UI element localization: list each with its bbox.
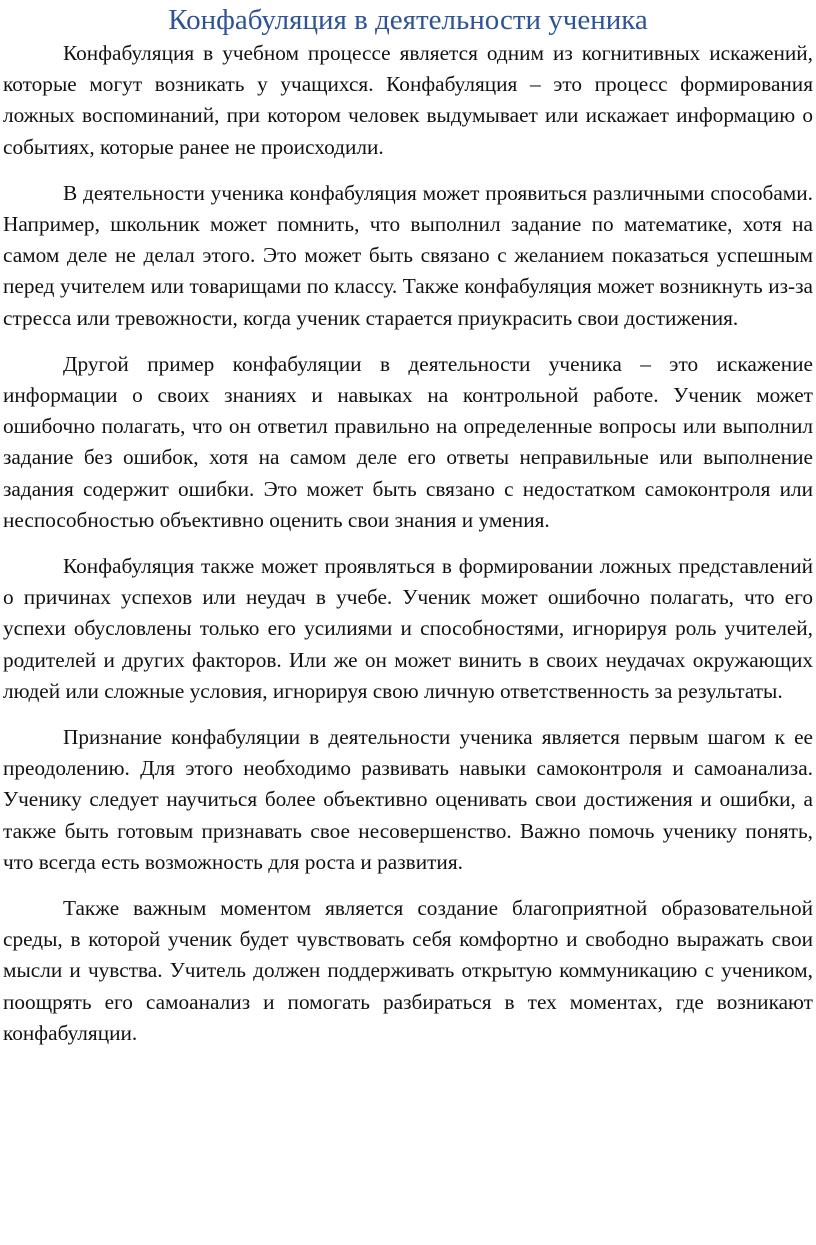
paragraph-2: В деятельности ученика конфабуляция может проявиться различными способами. Например, школьник может помнить, что выполнил задание по математике, хотя на самом деле не делал этого. Это может быть связано с желанием показаться успешным перед учителем или товарищами по классу. Также конфабуляция может возникнуть из-за стресса или тревожности, когда ученик старается приукрасить свои достижения. bbox=[3, 180, 813, 330]
document-body bbox=[3, 38, 813, 1049]
paragraph-5: Признание конфабуляции в деятельности ученика является первым шагом к ее преодолению. Для этого необходимо развивать навыки самоконтроля и самоанализа. Ученику следует научиться более объективно оценивать свои достижения и ошибки, а также быть готовым признавать свое несовершенство. Важно помочь ученику понять, что всегда есть возможность для роста и развития. bbox=[3, 725, 813, 874]
document-page bbox=[3, 0, 813, 1049]
paragraph-3: Другой пример конфабуляции в деятельности ученика – это искажение информации о своих знаниях и навыках на контрольной работе. Ученик может ошибочно полагать, что он ответил правильно на определенные вопросы или выполнил задание без ошибок, хотя на самом деле его ответы неправильные или выполнение задания содержит ошибки. Это может быть связано с недостатком самоконтроля или неспособностью объективно оценить свои знания и умения. bbox=[3, 351, 813, 532]
paragraph-1: Конфабуляция в учебном процессе является одним из когнитивных искажений, которые могут возникать у учащихся. Конфабуляция – это процесс формирования ложных воспоминаний, при котором человек выдумывает или искажает информацию о событиях, которые ранее не происходили. bbox=[3, 41, 813, 159]
paragraph-4: Конфабуляция также может проявляться в формировании ложных представлений о причинах успехов или неудач в учебе. Ученик может ошибочно полагать, что его успехи обусловлены только его усилиями и способностями, игнорируя роль учителей, родителей и других факторов. Или же он может винить в своих неудачах окружающих людей или сложные условия, игнорируя свою личную ответственность за результаты. bbox=[3, 554, 813, 703]
paragraph-6: Также важным моментом является создание благоприятной образовательной среды, в которой ученик будет чувствовать себя комфортно и свободно выражать свои мысли и чувства. Учитель должен поддерживать открытую коммуникацию с учеником, поощрять его самоанализ и помогать разбираться в тех моментах, где возникают конфабуляции. bbox=[3, 896, 813, 1045]
document-title: Конфабуляция в деятельности ученика bbox=[168, 4, 648, 36]
